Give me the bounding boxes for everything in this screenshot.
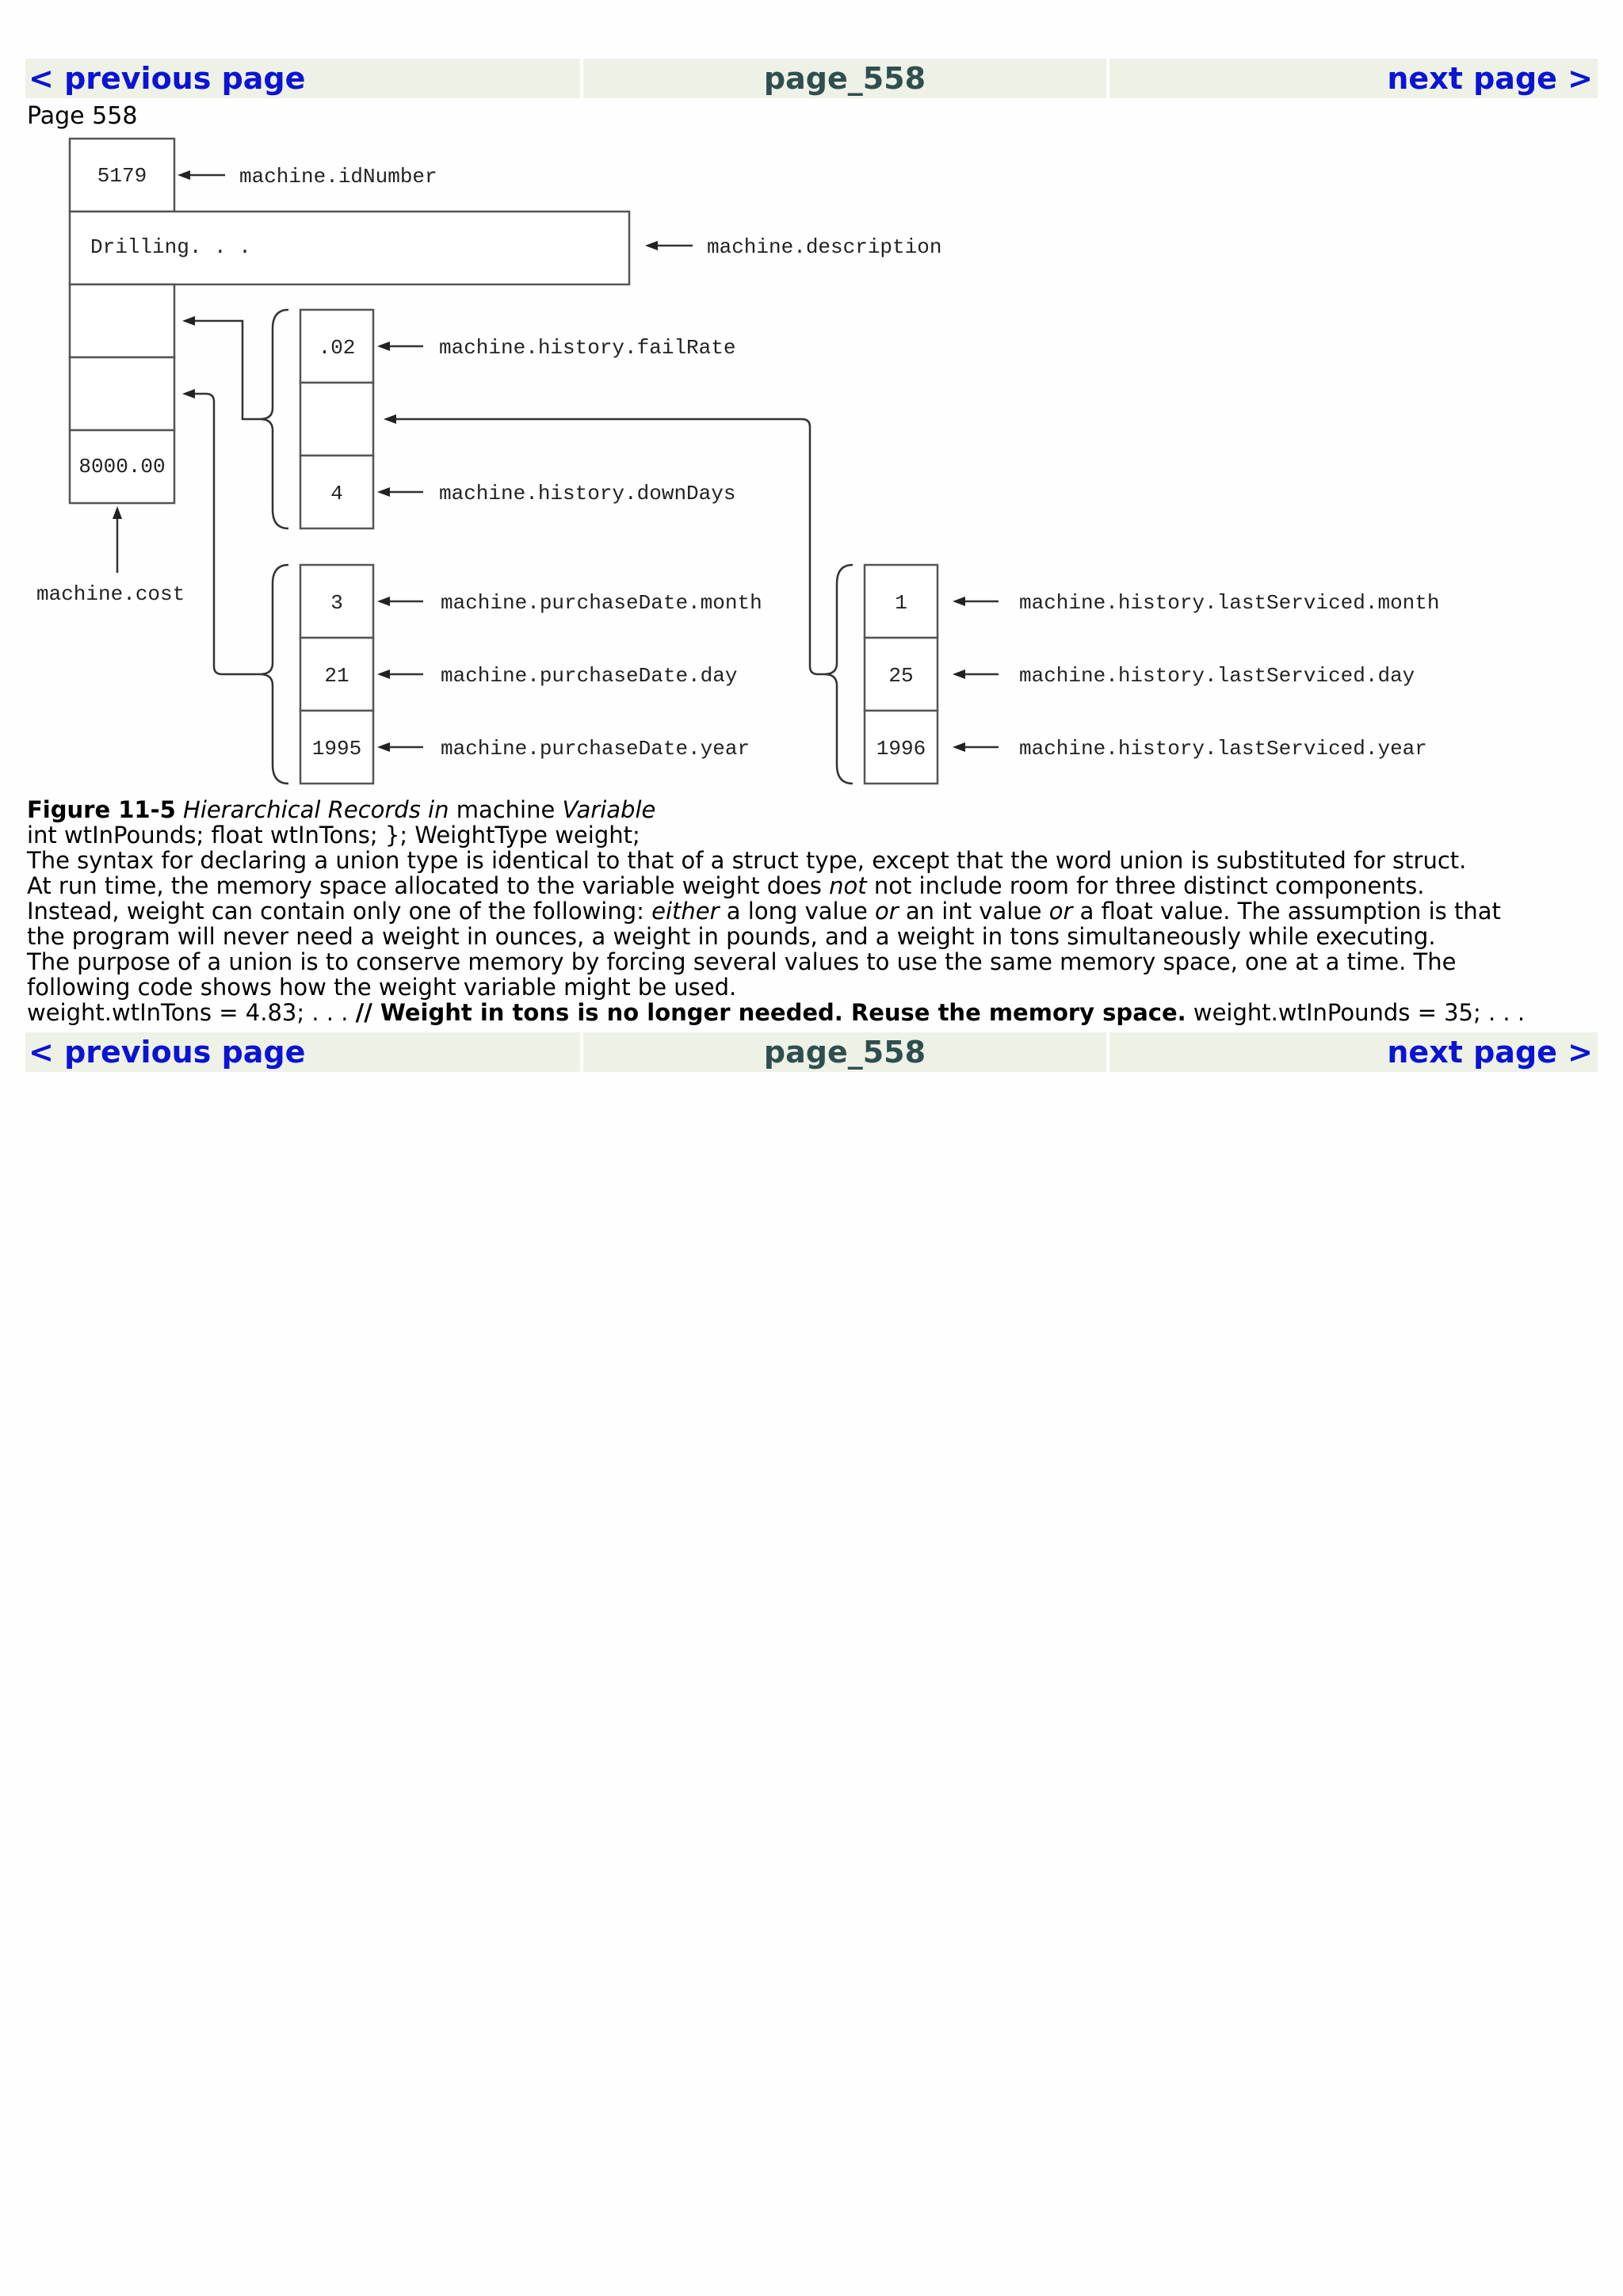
bottom-page-label: page_558	[763, 1035, 926, 1070]
caption-code: machine	[456, 796, 556, 823]
link-history	[190, 321, 260, 419]
box-purchase-date-ref	[70, 357, 174, 430]
top-next-page-link[interactable]: next page >	[1387, 61, 1593, 96]
arrowhead-cost	[113, 506, 122, 519]
brace-last-serviced	[824, 565, 853, 784]
top-previous-page-link[interactable]: < previous page	[29, 61, 306, 96]
label-cost: machine.cost	[36, 582, 185, 606]
box-last-serviced-ref	[300, 383, 373, 456]
text-line-8	[27, 1000, 1596, 1025]
value-serviced-day: 25	[888, 664, 914, 688]
arrowhead-purchase-year	[377, 742, 390, 752]
text-line-4-c: an int value	[898, 898, 1049, 925]
text-line-7: following code shows how the weight variable might be used.	[27, 974, 737, 1001]
label-down-days: machine.history.downDays	[439, 482, 736, 505]
hierarchical-records-figure	[27, 131, 1517, 800]
text-line-8-a: weight.wtInTons = 4.83; . . .	[27, 999, 356, 1026]
label-purchase-month: machine.purchaseDate.month	[441, 591, 762, 615]
text-line-5: the program will never need a weight in ounces, a weight in pounds, and a weight in tons simultaneously while executing.	[27, 923, 1436, 950]
arrowhead-history	[182, 316, 195, 326]
label-serviced-day: machine.history.lastServiced.day	[1019, 664, 1415, 688]
label-description: machine.description	[707, 235, 942, 259]
text-line-2: The syntax for declaring a union type is identical to that of a struct type, except that the word union is substituted for struct.	[27, 847, 1467, 874]
text-line-3	[27, 873, 1596, 898]
text-line-8-bold: // Weight in tons is no longer needed. Reuse the memory space.	[355, 999, 1186, 1026]
caption-title-end: Variable	[562, 796, 656, 823]
value-serviced-month: 1	[895, 591, 907, 615]
arrowhead-purchase-day	[377, 669, 390, 679]
top-page-cell	[583, 59, 1106, 98]
top-prev-cell	[25, 59, 580, 98]
value-id-number: 5179	[97, 164, 147, 188]
figure-caption	[27, 797, 1596, 822]
caption-number: Figure 11-5	[27, 796, 176, 823]
text-line-3-a: At run time, the memory space allocated to the variable weight does	[27, 872, 830, 899]
bottom-nav	[25, 1032, 1601, 1072]
page-number: Page 558	[27, 102, 138, 130]
brace-purchase-date	[260, 565, 288, 784]
caption-title: Hierarchical Records in	[183, 796, 449, 823]
value-down-days: 4	[330, 482, 343, 505]
arrowhead-fail-rate	[377, 341, 390, 351]
text-line-8-b: weight.wtInPounds = 35; . . .	[1186, 999, 1526, 1026]
arrowhead-description	[645, 241, 658, 250]
value-purchase-day: 21	[324, 664, 349, 688]
text-line-3-b: not include room for three distinct components.	[866, 872, 1425, 899]
top-nav	[25, 59, 1601, 98]
value-description: Drilling. . .	[90, 235, 251, 259]
link-purchase-date	[190, 394, 260, 674]
value-serviced-year: 1996	[876, 737, 926, 761]
value-purchase-year: 1995	[311, 737, 362, 761]
text-line-4-em1: either	[651, 898, 720, 925]
arrowhead-serviced-month	[953, 597, 965, 606]
text-line-4-em3: or	[1048, 898, 1073, 925]
arrowhead-purchase-date	[182, 389, 195, 399]
bottom-prev-cell	[25, 1032, 580, 1072]
label-id-number: machine.idNumber	[239, 165, 437, 189]
brace-history	[260, 310, 288, 528]
body-text	[27, 797, 1596, 1025]
label-purchase-day: machine.purchaseDate.day	[441, 664, 738, 688]
arrowhead-last-serviced	[384, 414, 396, 424]
value-fail-rate: .02	[318, 336, 356, 360]
label-fail-rate: machine.history.failRate	[439, 336, 736, 360]
link-last-serviced	[391, 419, 824, 674]
arrowhead-serviced-year	[953, 742, 965, 752]
bottom-next-page-link[interactable]: next page >	[1387, 1035, 1593, 1070]
arrowhead-id-number	[178, 170, 190, 180]
text-line-4-em2: or	[875, 898, 899, 925]
value-cost: 8000.00	[78, 455, 166, 479]
text-line-6: The purpose of a union is to conserve memory by forcing several values to use the same memory space, one at a time. The	[27, 948, 1457, 975]
top-page-label: page_558	[763, 61, 926, 96]
text-line-4	[27, 898, 1596, 924]
bottom-previous-page-link[interactable]: < previous page	[29, 1035, 306, 1070]
arrowhead-down-days	[377, 487, 390, 497]
box-history-ref	[70, 284, 174, 357]
arrowhead-serviced-day	[953, 669, 965, 679]
text-line-3-em: not	[829, 872, 867, 899]
label-purchase-year: machine.purchaseDate.year	[441, 737, 750, 761]
label-serviced-month: machine.history.lastServiced.month	[1019, 591, 1440, 615]
text-line-4-a: Instead, weight can contain only one of the following:	[27, 898, 652, 925]
arrowhead-purchase-month	[377, 597, 390, 606]
text-line-4-d: a float value. The assumption is that	[1072, 898, 1501, 925]
bottom-page-cell	[583, 1032, 1106, 1072]
bottom-next-cell	[1109, 1032, 1598, 1072]
top-next-cell	[1109, 59, 1598, 98]
label-serviced-year: machine.history.lastServiced.year	[1019, 737, 1427, 761]
text-line-4-b: a long value	[719, 898, 876, 925]
value-purchase-month: 3	[330, 591, 343, 615]
text-line-1: int wtInPounds; float wtInTons; }; WeightType weight;	[27, 822, 640, 849]
